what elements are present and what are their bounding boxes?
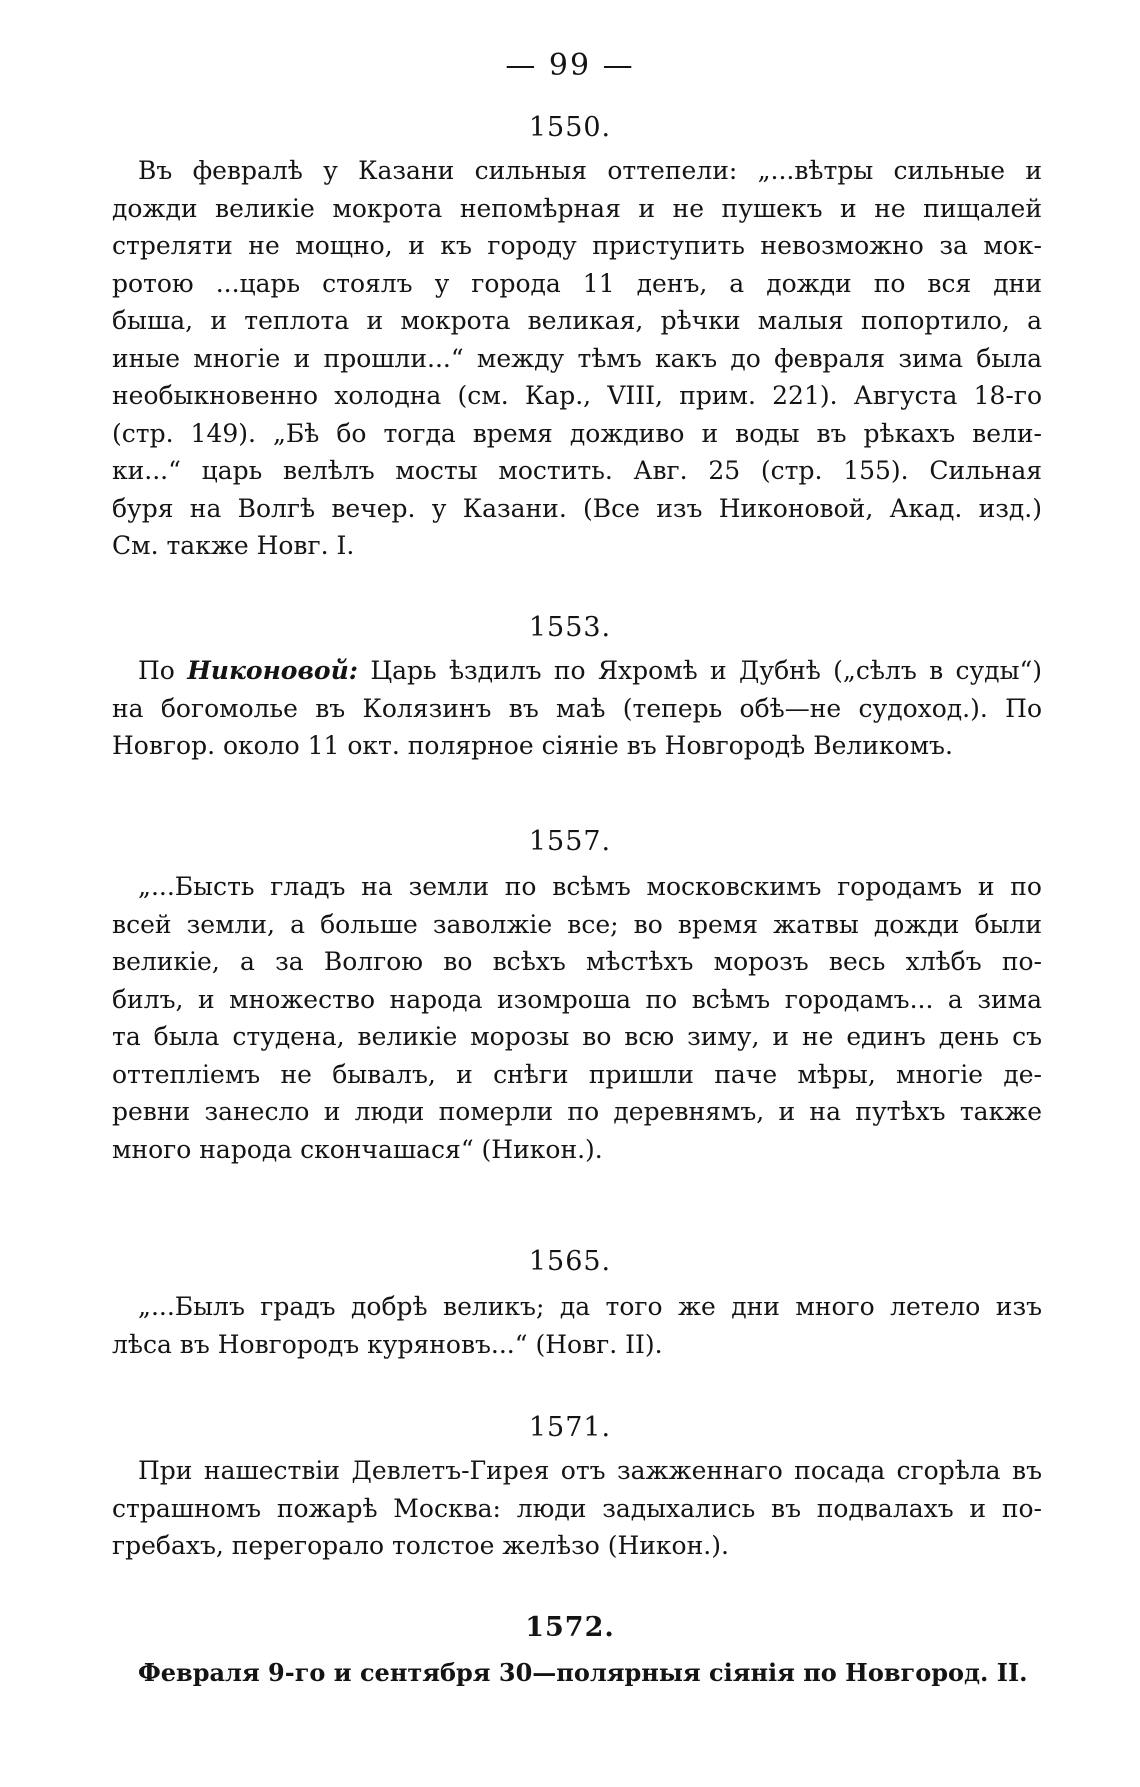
paragraph-1553	[112, 652, 1042, 765]
text-line: Въ февралѣ у Казани сильныя оттепели: „...вѣтры сильные и	[138, 156, 1042, 185]
text-line: „...Былъ градъ добрѣ великъ; да того же дни много летело изъ	[138, 1292, 1042, 1321]
paragraph-1557	[112, 868, 1042, 1168]
paragraph-1550	[112, 152, 1042, 565]
text-fragment: По	[138, 656, 175, 685]
text-line: страшномъ пожарѣ Москва: люди задыхались въ подвалахъ и по-	[112, 1493, 1042, 1523]
paragraph-1571	[112, 1452, 1042, 1565]
text-line: на богомолье въ Колязинъ въ маѣ (теперь обѣ—не судоход.). По	[112, 693, 1042, 723]
text-line: великіе, а за Волгою во всѣхъ мѣстѣхъ морозъ весь хлѣбъ по-	[112, 947, 1042, 976]
text-line	[112, 652, 1042, 690]
source-name-italic: Никоновой:	[187, 656, 358, 685]
text-line: билъ, и множество народа изомроша по всѣмъ городамъ... а зима	[112, 984, 1042, 1014]
year-heading-1571: 1571.	[528, 1412, 612, 1443]
paragraph-1572	[112, 1654, 1042, 1692]
text-line: дожди великіе мокрота непомѣрная и не пушекъ и не пищалей	[112, 193, 1042, 223]
text-line: См. также Новг. I.	[112, 531, 355, 560]
year-heading-1572: 1572.	[525, 1612, 615, 1643]
text-line: ротою ...царь стоялъ у города 11 денъ, а дожди по вся дни	[112, 268, 1042, 298]
text-line: ревни занесло и люди померли по деревнямъ, и на путѣхъ также	[112, 1097, 1042, 1126]
text-line: Новгор. около 11 окт. полярное сіяніе въ Новгородѣ Великомъ.	[112, 731, 953, 760]
year-heading-1565: 1565.	[528, 1246, 612, 1277]
text-line: „...Бысть гладъ на земли по всѣмъ московскимъ городамъ и по	[138, 872, 1042, 901]
text-line: Февраля 9-го и сентября 30—полярныя сіянія по Новгород. II.	[138, 1658, 1028, 1687]
text-line: гребахъ, перегорало толстое желѣзо (Никон.).	[112, 1531, 729, 1560]
text-line: стреляти не мощно, и къ городу приступить невозможно за мок-	[112, 231, 1042, 260]
text-line: быша, и теплота и мокрота великая, рѣчки малыя попортило, а	[112, 306, 1042, 335]
text-fragment: Царь ѣздилъ по Яхромѣ и Дубнѣ („сѣлъ в суды“)	[370, 656, 1042, 685]
text-line: всей земли, а больше заволжіе все; во время жатвы дожди были	[112, 909, 1042, 939]
year-heading-1553: 1553.	[528, 612, 612, 643]
text-line: оттепліемъ не бывалъ, и снѣги пришли паче мѣры, многіе де-	[112, 1059, 1042, 1089]
year-heading-1557: 1557.	[528, 826, 612, 857]
year-heading-1550: 1550.	[528, 112, 612, 143]
text-line: та была студена, великіе морозы во всю зиму, и не единъ день съ	[112, 1022, 1042, 1051]
text-line: При нашествіи Девлетъ-Гирея отъ зажженнаго посада сгорѣла въ	[138, 1456, 1042, 1485]
text-line: необыкновенно холодна (см. Кар., VIII, прим. 221). Августа 18-го	[112, 381, 1042, 410]
paragraph-1565	[112, 1288, 1042, 1363]
text-line: буря на Волгѣ вечер. у Казани. (Все изъ Никоновой, Акад. изд.)	[112, 493, 1042, 523]
text-line: много народа скончашася“ (Никон.).	[112, 1134, 603, 1164]
page-number: — 99 —	[505, 48, 635, 83]
text-line: (стр. 149). „Бѣ бо тогда время дождиво и воды въ рѣкахъ вели-	[112, 418, 1042, 448]
text-line: ки...“ царь велѣлъ мосты мостить. Авг. 25 (стр. 155). Сильная	[112, 456, 1042, 485]
text-line: иные многіе и прошли...“ между тѣмъ какъ до февраля зима была	[112, 343, 1042, 373]
text-line: лѣса въ Новгородъ куряновъ...“ (Новг. II).	[112, 1329, 663, 1359]
